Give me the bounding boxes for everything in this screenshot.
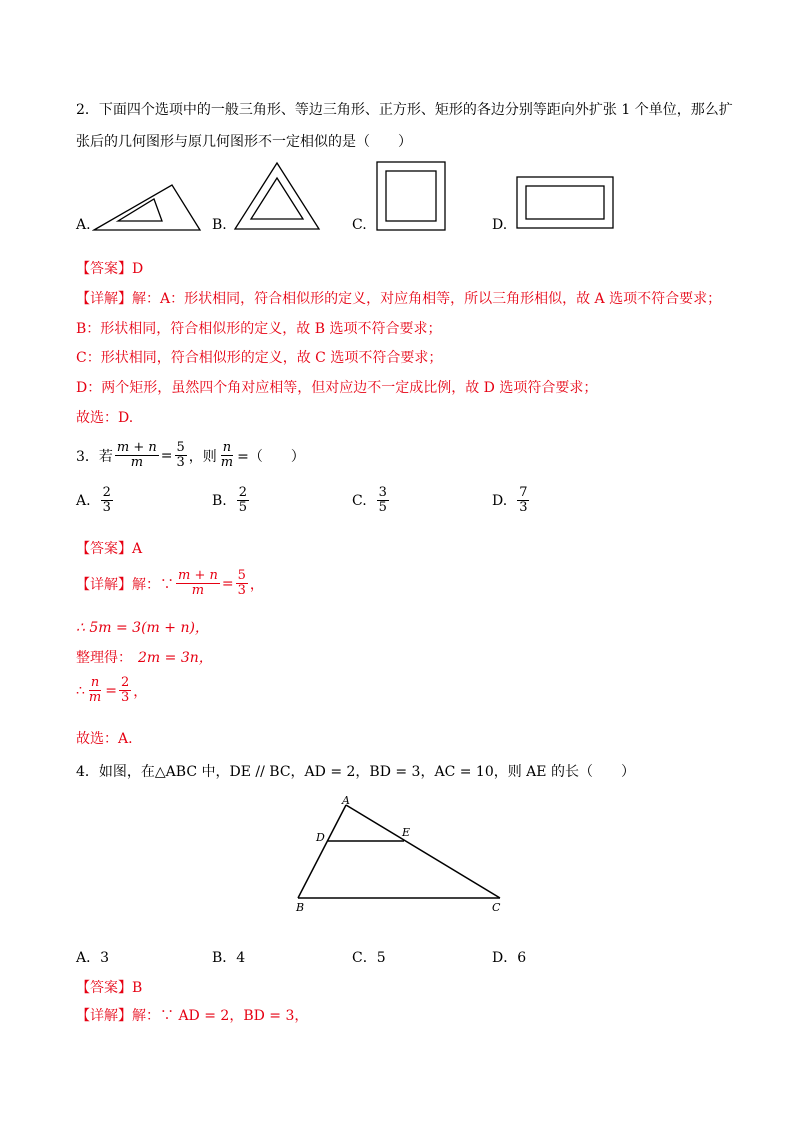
q3-fraction-m-plus-n-over-m: $\frac{m + n}{m}$ (116, 440, 157, 470)
q4-option-a: A．3 (76, 950, 110, 966)
q2-triangle-figure (92, 183, 202, 233)
q4-triangle-diagram (290, 795, 510, 913)
label-c: C (492, 901, 501, 913)
q2-detail-line1: 【详解】解：A：形状相同，符合相似形的定义，对应角相等，所以三角形相似，故 A 选项不符合要求； (76, 291, 722, 307)
label-e: E (402, 826, 411, 839)
q3-fraction-n-over-m: $\frac{n}{m}$ (220, 440, 234, 470)
q2-stem-line1: 2．下面四个选项中的一般三角形、等边三角形、正方形、矩形的各边分别等距向外扩张 1 个单位，那么扩 (76, 102, 733, 118)
q3-step1: ∴ 5m = 3(m + n)， (76, 620, 209, 636)
q3-answer: 【答案】A (76, 541, 143, 557)
q3-stem: 3．若 $\frac{m + n}{m}$ = $\frac{5}{3}$ ，则 $\frac{n}{m}$ =（ ） (76, 440, 305, 470)
q4-option-d: D．6 (492, 950, 527, 966)
label-d: D (316, 831, 325, 844)
q3-prefix: 3．若 (76, 448, 113, 465)
label-b: B (296, 901, 305, 913)
q2-stem-line2: 张后的几何图形与原几何图形不一定相似的是（ ） (76, 134, 412, 150)
q4-stem: 4．如图，在△ABC 中，DE // BC，AD = 2，BD = 3，AC = 10，则 AE 的长（ ） (76, 764, 635, 780)
q3-select: 故选：A. (76, 731, 133, 747)
q3-option-a: A. $\frac{2}{3}$ (76, 485, 111, 515)
q2-square-figure (375, 160, 447, 232)
q2-detail-line3: C：形状相同，符合相似形的定义，故 C 选项不符合要求； (76, 350, 443, 366)
q2-option-c-label: C. (352, 217, 367, 233)
q3-step3: ∴ $\frac{n}{m}$ = $\frac{2}{3}$ ， (76, 675, 148, 705)
label-a: A (342, 795, 350, 807)
q3-detail-line1: 【详解】解：∵ $\frac{m + n}{m}$ = $\frac{5}{3}$ ， (76, 568, 264, 598)
q2-detail-line4: D：两个矩形，虽然四个角对应相等，但对应边不一定成比例，故 D 选项符合要求； (76, 380, 598, 396)
q3-option-d: D. $\frac{7}{3}$ (492, 485, 528, 515)
q2-detail-line2: B：形状相同，符合相似形的定义，故 B 选项不符合要求； (76, 321, 442, 337)
q3-step2: 整理得： 2m = 3n， (76, 650, 213, 666)
q2-answer: 【答案】D (76, 261, 144, 277)
q2-rectangle-figure (515, 175, 615, 230)
q4-answer: 【答案】B (76, 980, 143, 996)
q4-option-c: C．5 (352, 950, 386, 966)
q2-equilateral-triangle-figure (232, 160, 322, 232)
q4-option-b: B．4 (212, 950, 246, 966)
q2-option-a-label: A. (76, 217, 91, 233)
q4-detail: 【详解】解：∵ AD = 2，BD = 3， (76, 1008, 309, 1024)
q2-option-b-label: B. (212, 217, 227, 233)
q2-option-d-label: D. (492, 217, 508, 233)
q2-select: 故选：D. (76, 410, 134, 426)
q3-option-b: B. $\frac{2}{5}$ (212, 485, 248, 515)
q3-option-c: C. $\frac{3}{5}$ (352, 485, 387, 515)
q3-fraction-5-over-3: $\frac{5}{3}$ (176, 440, 185, 470)
